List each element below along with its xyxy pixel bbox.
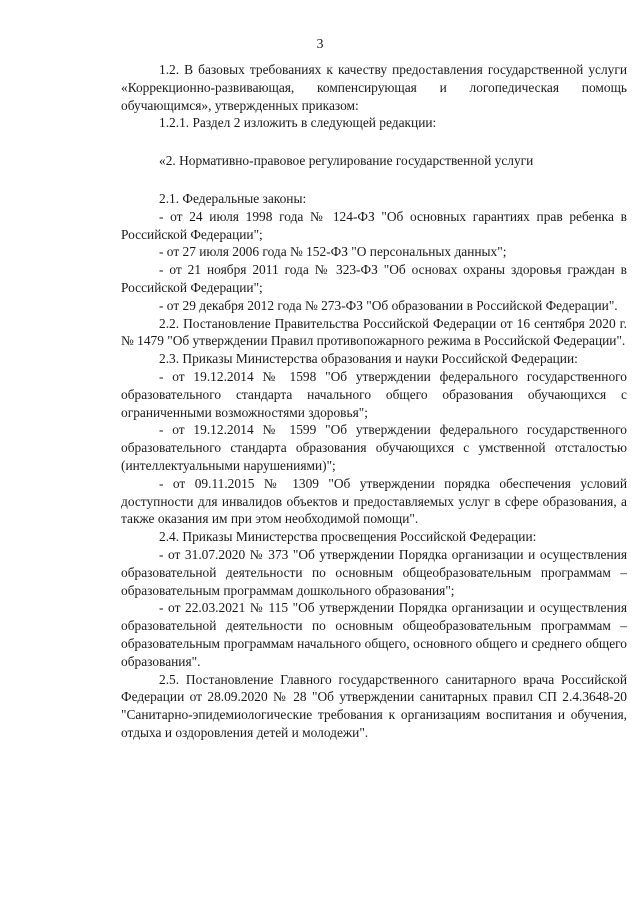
paragraph-minprosveshcheniya-orders-title: 2.4. Приказы Министерства просвещения Российской Федерации:: [159, 529, 537, 545]
page-number: 3: [316, 37, 324, 52]
list-item-law-323-fz: - от 21 ноября 2011 года № 323-ФЗ "Об основах охраны здоровья граждан в Российской Федерации";: [121, 262, 627, 295]
list-item-order-1598: - от 19.12.2014 № 1598 "Об утверждении федерального государственного образовательного стандарта начального общего образования обучающихся с ограниченными возможностями здоровья";: [121, 368, 627, 420]
list-item-law-152-fz: - от 27 июля 2006 года № 152-ФЗ "О персональных данных";: [159, 244, 507, 260]
paragraph-sanitary-resolution: 2.5. Постановление Главного государственного санитарного врача Российской Федерации от 28.09.2020 № 28 "Об утверждении санитарных правил СП 2.4.3648-20 "Санитарно-эпидемиологические требования к организациям воспитания и обучения, отдыха и оздоровления детей и молодежи".: [121, 671, 627, 740]
paragraph-minobrnauki-orders-title: 2.3. Приказы Министерства образования и науки Российской Федерации:: [159, 351, 578, 367]
list-item-order-373: - от 31.07.2020 № 373 "Об утверждении Порядка организации и осуществления образовательной деятельности по основным общеобразовательным программам – образовательным программам дошкольного образования";: [121, 546, 627, 598]
paragraph-amendment-intro: 1.2. В базовых требованиях к качеству предоставления государственной услуги «Коррекционно-развивающая, компенсирующая и логопедическая помощь обучающимся», утвержденных приказом:: [121, 62, 627, 113]
list-item-law-124-fz: - от 24 июля 1998 года № 124-ФЗ "Об основных гарантиях прав ребенка в Российской Федерации";: [121, 208, 627, 242]
list-item-law-273-fz: - от 29 декабря 2012 года № 273-ФЗ "Об образовании в Российской Федерации".: [159, 297, 618, 313]
paragraph-federal-laws-title: 2.1. Федеральные законы:: [159, 190, 307, 206]
paragraph-section-2-instruction: 1.2.1. Раздел 2 изложить в следующей редакции:: [159, 115, 437, 131]
paragraph-government-resolution: 2.2. Постановление Правительства Российской Федерации от 16 сентября 2020 г. № 1479 "Об утверждении Правил противопожарного режима в Российской Федерации".: [121, 315, 627, 349]
list-item-order-115: - от 22.03.2021 № 115 "Об утверждении Порядка организации и осуществления образовательной деятельности по основным общеобразовательным программам – образовательным программам начального общего, основного общего и среднего общего образования".: [121, 600, 627, 669]
document-body: [121, 61, 627, 742]
list-item-order-1599: - от 19.12.2014 № 1599 "Об утверждении федерального государственного образовательного стандарта образования обучающихся с умственной отсталостью (интеллектуальными нарушениями)";: [121, 422, 627, 473]
section-heading: «2. Нормативно-правовое регулирование государственной услуги: [159, 153, 534, 169]
list-item-order-1309: - от 09.11.2015 № 1309 "Об утверждении порядка обеспечения условий доступности для инвалидов объектов и предоставляемых услуг в сфере образования, а также оказания им при этом необходимой помощи".: [121, 475, 627, 527]
